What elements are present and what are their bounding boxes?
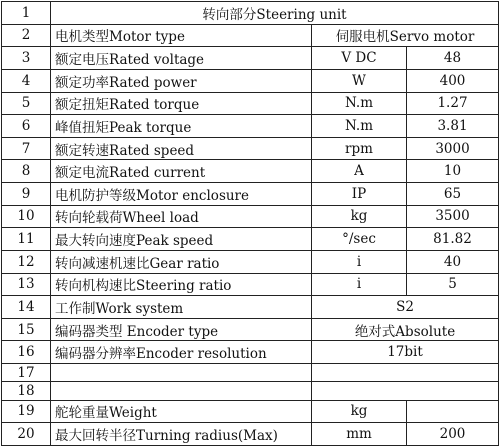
- param-value: 绝对式Absolute: [312, 318, 499, 341]
- row-number: 8: [2, 160, 51, 183]
- table-row: [2, 341, 499, 364]
- table-row: [2, 47, 499, 70]
- row-number: 17: [2, 364, 51, 382]
- row-number: 11: [2, 228, 51, 251]
- param-value: S2: [312, 296, 499, 319]
- param-value: 3500: [407, 205, 499, 228]
- table-row: [2, 115, 499, 138]
- param-name: 额定转速Rated speed: [51, 137, 312, 160]
- table-row: [2, 400, 499, 423]
- param-unit: V DC: [312, 47, 407, 70]
- table-row: [2, 183, 499, 206]
- param-name: 最大回转半径Turning radius(Max): [51, 423, 312, 446]
- table-row: [2, 273, 499, 296]
- param-unit: N.m: [312, 115, 407, 138]
- table-row: [2, 296, 499, 319]
- param-unit: kg: [312, 400, 407, 423]
- param-unit: rpm: [312, 137, 407, 160]
- table-row: [2, 24, 499, 47]
- param-unit: i: [312, 250, 407, 273]
- param-unit: IP: [312, 183, 407, 206]
- param-name: 电机防护等级Motor enclosure: [51, 183, 312, 206]
- param-unit: i: [312, 273, 407, 296]
- table-row: [2, 423, 499, 446]
- row-number: 12: [2, 250, 51, 273]
- row-number: 6: [2, 115, 51, 138]
- row-number: 5: [2, 92, 51, 115]
- row-number: 19: [2, 400, 51, 423]
- row-number: 13: [2, 273, 51, 296]
- param-name: 峰值扭矩Peak torque: [51, 115, 312, 138]
- table-row: [2, 228, 499, 251]
- param-name: 编码器类型 Encoder type: [51, 318, 312, 341]
- param-value: [407, 400, 499, 423]
- param-name: [51, 382, 312, 400]
- param-value: 17bit: [312, 341, 499, 364]
- row-number: 7: [2, 137, 51, 160]
- param-name: 最大转向速度Peak speed: [51, 228, 312, 251]
- param-name: 工作制Work system: [51, 296, 312, 319]
- spec-table: [1, 1, 499, 446]
- table-row: [2, 137, 499, 160]
- row-number: 4: [2, 69, 51, 92]
- table-row: [2, 364, 499, 382]
- table-row: [2, 69, 499, 92]
- param-value: 48: [407, 47, 499, 70]
- param-value: 200: [407, 423, 499, 446]
- param-unit: A: [312, 160, 407, 183]
- row-number: 2: [2, 24, 51, 47]
- param-value: 伺服电机Servo motor: [312, 24, 499, 47]
- row-number: 3: [2, 47, 51, 70]
- row-number: 20: [2, 423, 51, 446]
- param-value: 10: [407, 160, 499, 183]
- param-name: 转向减速机速比Gear ratio: [51, 250, 312, 273]
- param-name: 转向机构速比Steering ratio: [51, 273, 312, 296]
- section-header: 转向部分Steering unit: [51, 2, 499, 25]
- param-value: 400: [407, 69, 499, 92]
- row-number: 1: [2, 2, 51, 25]
- param-unit: °/sec: [312, 228, 407, 251]
- param-value: 65: [407, 183, 499, 206]
- param-value: [312, 382, 499, 400]
- row-number: 18: [2, 382, 51, 400]
- table-row: [2, 92, 499, 115]
- param-name: 编码器分辨率Encoder resolution: [51, 341, 312, 364]
- param-name: 舵轮重量Weight: [51, 400, 312, 423]
- param-name: [51, 364, 312, 382]
- row-number: 10: [2, 205, 51, 228]
- param-name: 额定扭矩Rated torque: [51, 92, 312, 115]
- table-row: [2, 2, 499, 25]
- param-unit: mm: [312, 423, 407, 446]
- row-number: 15: [2, 318, 51, 341]
- param-name: 额定功率Rated power: [51, 69, 312, 92]
- table-row: [2, 382, 499, 400]
- param-name: 电机类型Motor type: [51, 24, 312, 47]
- param-name: 额定电流Rated current: [51, 160, 312, 183]
- row-number: 16: [2, 341, 51, 364]
- param-name: 额定电压Rated voltage: [51, 47, 312, 70]
- param-value: 40: [407, 250, 499, 273]
- param-value: 81.82: [407, 228, 499, 251]
- row-number: 9: [2, 183, 51, 206]
- param-value: 1.27: [407, 92, 499, 115]
- param-value: 3000: [407, 137, 499, 160]
- param-unit: kg: [312, 205, 407, 228]
- table-row: [2, 318, 499, 341]
- row-number: 14: [2, 296, 51, 319]
- param-unit: W: [312, 69, 407, 92]
- param-value: [312, 364, 499, 382]
- table-row: [2, 160, 499, 183]
- param-unit: N.m: [312, 92, 407, 115]
- table-row: [2, 250, 499, 273]
- param-value: 3.81: [407, 115, 499, 138]
- table-row: [2, 205, 499, 228]
- param-name: 转向轮载荷Wheel load: [51, 205, 312, 228]
- param-value: 5: [407, 273, 499, 296]
